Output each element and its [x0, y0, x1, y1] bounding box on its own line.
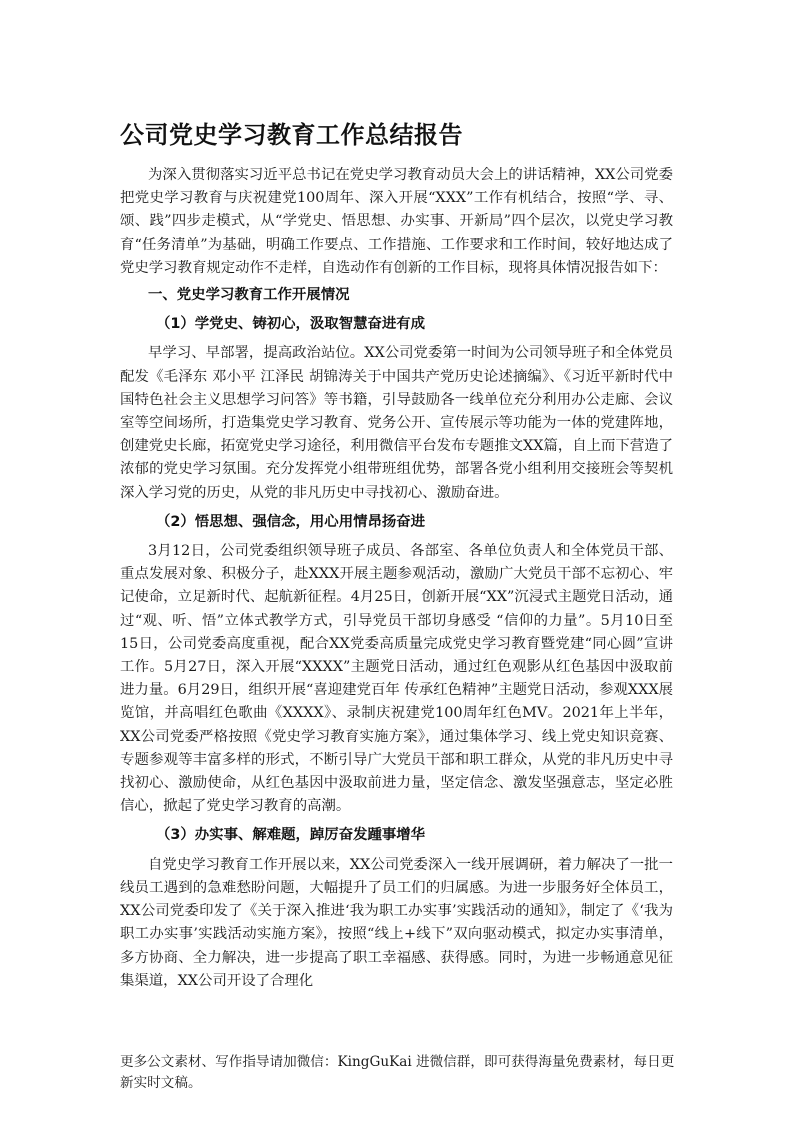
document-body [120, 118, 673, 993]
subsection-heading-1: （1）学党史、铸初心，汲取智慧奋进有成 [156, 316, 426, 333]
section-heading-1: 一、党史学习教育工作开展情况 [148, 287, 350, 304]
document-title: 公司党史学习教育工作总结报告 [120, 121, 463, 149]
footer-note: 更多公文素材、写作指导请加微信：KingGuKai 进微信群，即可获得海量免费素材，每日更新实时文稿。 [120, 1054, 675, 1091]
subsection-paragraph-2: 3月12日，公司党委组织领导班子成员、各部室、各单位负责人和全体党员干部、重点发展对象、积极分子，赴XXX开展主题参观活动，激励广大党员干部不忘初心、牢记使命，立足新时代、起航新征程。4月25日，创新开展“XX”沉浸式主题党日活动，通过“观、听、悟”立体式教学方式，引导党员干部切身感受 “信仰的力量”。5月10日至15日，公司党委高度重视，配合XX党委高质量完成党史学习教育暨党建“同心圆”宣讲工作。5月27日，深入开展“XXXX”主题党日活动，通过红色观影从红色基因中汲取前进力量。6月29日，组织开展“喜迎建党百年 传承红色精神”主题党日活动，参观XXX展览馆，并高唱红色歌曲《XXXX》、录制庆祝建党100周年红色MV。2021年上半年，XX公司党委严格按照《党史学习教育实施方案》，通过集体学习、线上党史知识竞赛、专题参观等丰富多样的形式，不断引导广大党员干部和职工群众，从党的非凡历史中寻找初心、激励使命，从红色基因中汲取前进力量，坚定信念、激发坚强意志，坚定必胜信心，掀起了党史学习教育的高潮。 [120, 543, 673, 815]
subsection-paragraph-1: 早学习、早部署，提高政治站位。XX公司党委第一时间为公司领导班子和全体党员配发《毛泽东 邓小平 江泽民 胡锦涛关于中国共产党历史论述摘编》、《习近平新时代中国特色社会主义思想学习问答》等书籍，引导鼓励各一线单位充分利用办公走廊、会议室等空间场所，打造集党史学习教育、党务公开、宣传展示等功能为一体的党建阵地，创建党史长廊，拓宽党史学习途径，利用微信平台发布专题推文XX篇，自上而下营造了浓郁的党史学习氛围。充分发挥党小组带班组优势，部署各党小组利用交接班会等契机深入学习党的历史，从党的非凡历史中寻找初心、激励奋进。 [120, 345, 673, 501]
subsection-heading-2: （2）悟思想、强信念，用心用情昂扬奋进 [156, 513, 426, 530]
subsection-paragraph-3: 自党史学习教育工作开展以来，XX公司党委深入一线开展调研，着力解决了一批一线员工遇到的急难愁盼问题，大幅提升了员工们的归属感。为进一步服务好全体员工，XX公司党委印发了《关于深入推进‘我为职工办实事’实践活动的通知》，制定了《‘我为职工办实事’实践活动实施方案》，按照“线上+线下”双向驱动模式，拟定办实事清单，多方协商、全力解决，进一步提高了职工幸福感、获得感。同时，为进一步畅通意见征集渠道，XX公司开设了合理化 [120, 856, 673, 989]
intro-paragraph: 为深入贯彻落实习近平总书记在党史学习教育动员大会上的讲话精神，XX公司党委把党史学习教育与庆祝建党100周年、深入开展“XXX”工作有机结合，按照“学、寻、颂、践”四步走模式，从“学党史、悟思想、办实事、开新局”四个层次，以党史学习教育“任务清单”为基础，明确工作要点、工作措施、工作要求和工作时间，较好地达成了党史学习教育规定动作不走样，自选动作有创新的工作目标，现将具体情况报告如下： [120, 167, 673, 276]
subsection-heading-3: （3）办实事、解难题，踔厉奋发踵事增华 [156, 827, 426, 844]
